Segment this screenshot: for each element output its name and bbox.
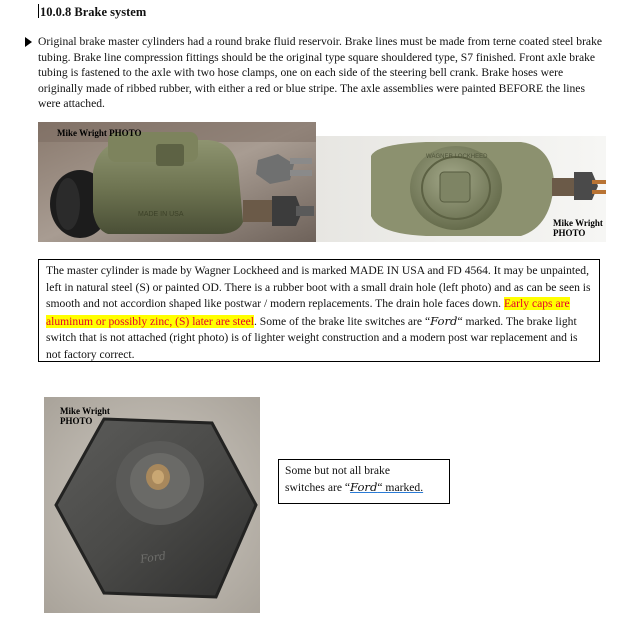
text-cursor [38, 4, 39, 18]
bottom-photo-credit [60, 406, 110, 426]
caption-line2 [285, 479, 443, 496]
right-credit-line2: PHOTO [553, 228, 586, 238]
master-cylinder-photo [38, 122, 316, 242]
right-photo-credit [553, 218, 603, 238]
right-credit-line1: Mike Wright [553, 218, 603, 228]
cap-marking: WAGNER LOCKHEED [426, 154, 488, 160]
caption-line1: Some but not all brake [285, 464, 390, 477]
caption-ford-script: Ford [350, 480, 378, 494]
caption-suffix: “ marked. [377, 481, 424, 494]
caption-prefix: switches are “ [285, 481, 351, 494]
brake-switch-photo [44, 397, 260, 613]
cylinder-marking: MADE IN USA [138, 211, 184, 218]
section-number: 10.0.8 [40, 5, 72, 19]
note-text-before: The master cylinder is made by Wagner Lockheed and is marked MADE IN USA and FD 4564. It may be unpainted, left in natural steel (S) or painted OD. There is a rubber boot with a small drain hole (left photo) and as can be seen is smooth and not accordion shaped like postwar / modern replacements. The drain hole faces down. [46, 264, 591, 310]
section-title: Brake system [74, 5, 147, 19]
switch-ford-marking: Ford [139, 549, 167, 566]
bullet-arrow-icon [25, 37, 32, 47]
bottom-credit-line2: PHOTO [60, 416, 93, 426]
left-photo-credit: Mike Wright PHOTO [57, 128, 142, 138]
note-highlight: Early caps are aluminum or possibly zinc, (S) later are steel [46, 297, 570, 328]
intro-paragraph: Original brake master cylinders had a round brake fluid reservoir. Brake lines must be made from terne coated steel brake tubing. Brake line compression fittings should be the original type square shouldered type, S7 finished. Front axle brake tubing is fastened to the axle with two hose clamps, one on each side of the steering bell crank. Brake hoses were originally made of ribbed rubber, with either a red or blue stripe. The axle assemblies were painted BEFORE the lines were attached. [38, 35, 603, 110]
note-text-after: “ marked. The brake light switch that is not attached (right photo) is of lighter weight construction and a modern post war replacement and is not factory correct. [46, 314, 578, 361]
master-cylinder-note-box [38, 259, 600, 362]
switch-caption-box [278, 459, 450, 504]
note-text-middle: . Some of the brake lite switches are “ [254, 314, 431, 328]
bottom-credit-line1: Mike Wright [60, 406, 110, 416]
note-ford-script: Ford [430, 313, 458, 328]
section-heading [38, 4, 146, 20]
